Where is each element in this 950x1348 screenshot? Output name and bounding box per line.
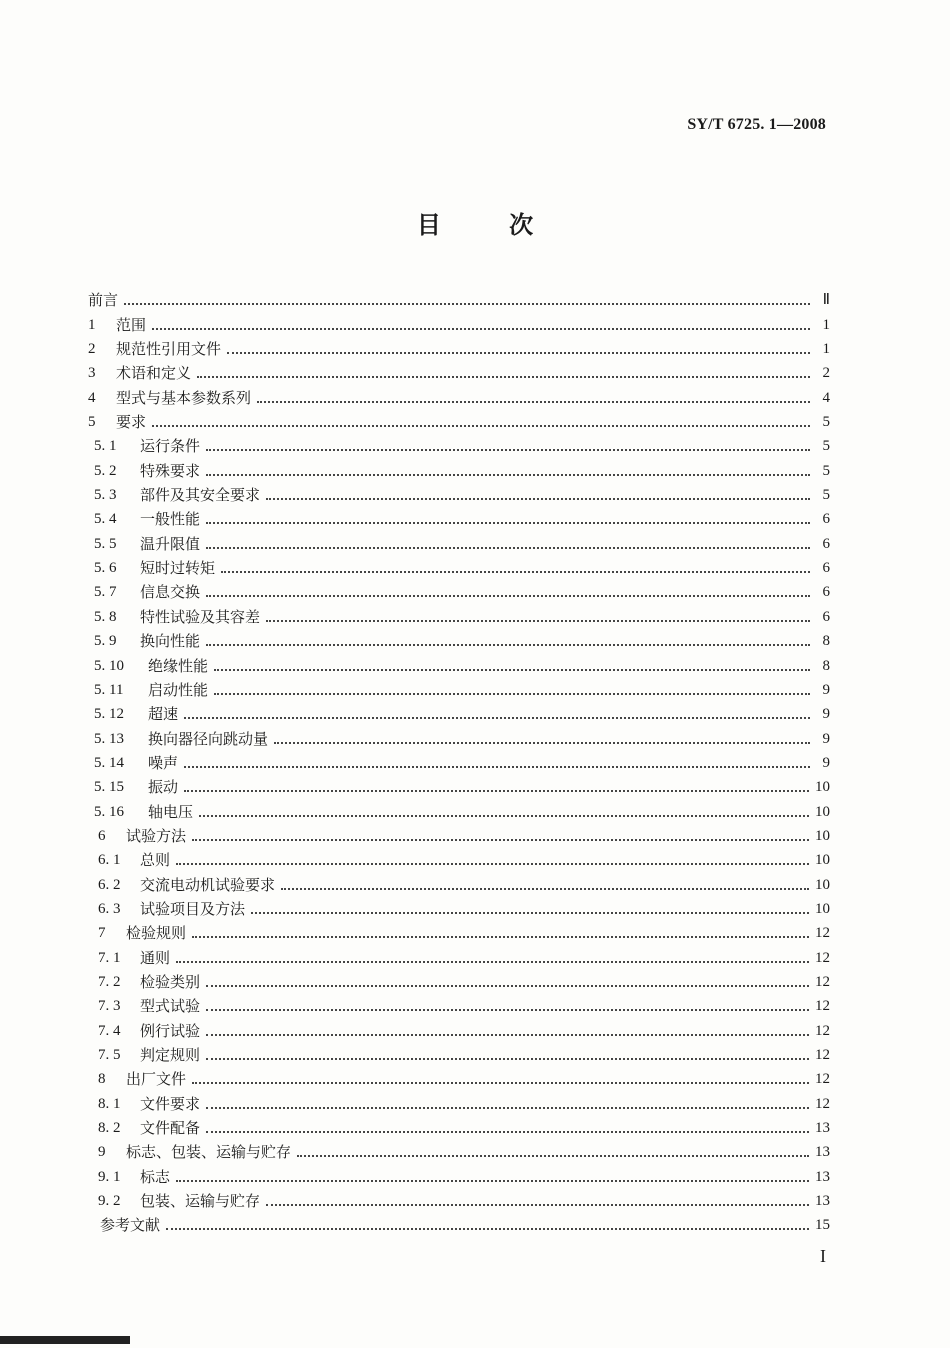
table-of-contents: [88, 286, 830, 1235]
toc-dot-leader: [206, 1058, 809, 1060]
toc-dot-leader: [206, 1107, 809, 1109]
toc-entry-label: [88, 875, 275, 895]
toc-dot-leader: [274, 742, 810, 744]
toc-entry-number: 5. 9: [94, 633, 117, 650]
toc-title-char-2: 次: [509, 211, 534, 239]
toc-dot-leader: [176, 863, 809, 865]
toc-entry[interactable]: [88, 968, 830, 992]
toc-dot-leader: [266, 620, 810, 622]
toc-entry-title: 短时过转矩: [140, 559, 216, 578]
toc-dot-leader: [184, 766, 810, 768]
toc-entry-label: [88, 485, 260, 505]
toc-dot-leader: [152, 328, 810, 330]
toc-entry-number: 5. 10: [94, 657, 124, 674]
toc-entry-page: 12: [815, 1095, 830, 1112]
toc-entry[interactable]: [88, 335, 830, 359]
toc-entry-label: [88, 948, 170, 968]
toc-dot-leader: [166, 1228, 809, 1230]
toc-entry-page: 10: [815, 900, 830, 917]
toc-entry-page: 12: [815, 925, 830, 942]
toc-entry-number: 8. 2: [98, 1120, 121, 1137]
toc-entry-page: 1: [822, 341, 830, 358]
toc-entry-label: [88, 315, 146, 335]
toc-entry-page: 5: [822, 462, 830, 479]
toc-entry-label: [88, 1191, 260, 1211]
toc-entry-label: [88, 1069, 186, 1089]
toc-entry-page: 5: [822, 414, 830, 431]
toc-entry[interactable]: [88, 919, 830, 943]
toc-entry-label: [88, 996, 200, 1016]
toc-entry-label: [88, 461, 200, 481]
toc-entry-title: 试验项目及方法: [140, 899, 246, 918]
toc-entry-number: 7. 3: [98, 998, 121, 1015]
toc-entry-label: [88, 363, 191, 383]
toc-entry-title: 例行试验: [140, 1021, 201, 1040]
toc-entry[interactable]: [88, 773, 830, 797]
toc-entry[interactable]: [88, 749, 830, 773]
toc-entry-title: 运行条件: [140, 437, 201, 456]
toc-entry[interactable]: [88, 432, 830, 456]
toc-entry-page: 9: [822, 681, 830, 698]
toc-dot-leader: [176, 961, 809, 963]
toc-entry-label: [88, 509, 200, 529]
toc-entry-title: 检验规则: [126, 924, 187, 943]
toc-entry-number: 5. 4: [94, 511, 117, 528]
toc-entry-title: 一般性能: [140, 510, 201, 529]
toc-entry-title: 检验类别: [140, 972, 201, 991]
toc-dot-leader: [206, 449, 810, 451]
toc-entry-label: [88, 850, 170, 870]
toc-entry[interactable]: [88, 310, 830, 334]
toc-dot-leader: [152, 425, 810, 427]
toc-entry-label: [88, 729, 268, 749]
toc-entry-label: [88, 1215, 160, 1235]
toc-entry-label: [88, 753, 178, 773]
toc-entry-page: 4: [822, 389, 830, 406]
toc-entry-page: 8: [822, 657, 830, 674]
toc-entry-page: 12: [815, 998, 830, 1015]
toc-entry-title: 噪声: [148, 753, 179, 772]
toc-entry-title: 判定规则: [140, 1046, 201, 1064]
toc-entry-page: 10: [815, 876, 830, 893]
toc-entry-page: 13: [815, 1168, 830, 1185]
toc-entry-number: 9. 2: [98, 1193, 121, 1210]
toc-entry-page: 2: [822, 365, 830, 382]
toc-entry-title: 规范性引用文件: [116, 340, 222, 359]
toc-entry-page: 6: [822, 535, 830, 552]
toc-dot-leader: [206, 547, 810, 549]
toc-entry-page: 12: [815, 1022, 830, 1039]
toc-entry-label: [88, 1021, 200, 1041]
toc-entry-page: Ⅱ: [822, 292, 830, 309]
toc-dot-leader: [192, 839, 809, 841]
toc-entry[interactable]: [88, 846, 830, 870]
toc-entry[interactable]: [88, 1138, 830, 1162]
toc-entry[interactable]: [88, 456, 830, 480]
toc-entry-number: 6. 3: [98, 900, 121, 917]
toc-entry[interactable]: [88, 578, 830, 602]
toc-entry[interactable]: [88, 286, 830, 310]
toc-entry[interactable]: [88, 1114, 830, 1138]
toc-entry-number: 5. 11: [94, 681, 124, 698]
toc-dot-leader: [206, 644, 810, 646]
toc-entry-title: 要求: [116, 413, 147, 432]
toc-entry-page: 6: [822, 511, 830, 528]
toc-entry-title: 文件要求: [140, 1094, 201, 1113]
toc-entry[interactable]: [88, 943, 830, 967]
toc-entry[interactable]: [88, 676, 830, 700]
toc-entry-number: 7: [98, 925, 106, 942]
toc-entry[interactable]: [88, 1016, 830, 1040]
toc-entry-number: 8. 1: [98, 1095, 121, 1112]
toc-entry-number: 4: [88, 389, 96, 406]
toc-entry-title: 换向器径向跳动量: [148, 729, 269, 748]
toc-entry-label: [88, 388, 251, 408]
toc-entry-label: [88, 558, 215, 578]
toc-entry[interactable]: [88, 383, 830, 407]
toc-entry-title: 出厂文件: [126, 1070, 187, 1089]
toc-entry-number: 9: [98, 1144, 106, 1161]
toc-entry[interactable]: [88, 481, 830, 505]
toc-entry-page: 13: [815, 1144, 830, 1161]
toc-entry-page: 10: [815, 827, 830, 844]
toc-title-char-1: 目: [416, 211, 441, 239]
toc-entry-title: 绝缘性能: [148, 656, 209, 675]
toc-entry-page: 12: [815, 1071, 830, 1088]
toc-dot-leader: [184, 790, 809, 792]
toc-entry[interactable]: [88, 700, 830, 724]
toc-entry-label: [88, 802, 193, 822]
toc-dot-leader: [266, 498, 810, 500]
toc-entry-number: 5. 14: [94, 754, 124, 771]
toc-dot-leader: [184, 717, 810, 719]
toc-entry-number: 9. 1: [98, 1168, 121, 1185]
toc-entry[interactable]: [88, 1089, 830, 1113]
toc-dot-leader: [192, 1082, 809, 1084]
toc-entry-number: 5. 16: [94, 803, 124, 820]
toc-entry[interactable]: [88, 408, 830, 432]
toc-entry-label: [88, 607, 260, 627]
toc-entry-number: 8: [98, 1071, 106, 1088]
toc-entry[interactable]: [88, 797, 830, 821]
toc-entry-title: 标志、包装、运输与贮存: [126, 1143, 292, 1162]
toc-dot-leader: [227, 352, 810, 354]
toc-entry-label: [88, 1045, 200, 1065]
toc-entry-title: 部件及其安全要求: [140, 486, 261, 505]
toc-entry-number: 5. 8: [94, 608, 117, 625]
toc-entry-page: 6: [822, 584, 830, 601]
toc-dot-leader: [176, 1180, 809, 1182]
toc-entry-page: 12: [815, 1047, 830, 1063]
toc-entry-page: 10: [815, 779, 830, 796]
toc-entry-page: 13: [815, 1193, 830, 1210]
toc-entry-page: 1: [822, 316, 830, 333]
toc-entry-title: 参考文献: [100, 1216, 161, 1235]
toc-dot-leader: [206, 1034, 809, 1036]
toc-entry-title: 标志: [140, 1167, 171, 1186]
toc-entry-page: 9: [822, 730, 830, 747]
toc-entry-label: [88, 972, 200, 992]
toc-entry-label: [88, 582, 200, 602]
toc-dot-leader: [197, 376, 810, 378]
toc-entry-page: 6: [822, 608, 830, 625]
toc-entry[interactable]: [88, 992, 830, 1016]
toc-entry[interactable]: [88, 724, 830, 748]
toc-entry-title: 文件配备: [140, 1119, 201, 1138]
toc-entry-number: 6. 1: [98, 852, 121, 869]
toc-entry-label: [88, 1167, 170, 1187]
toc-dot-leader: [297, 1155, 809, 1157]
toc-entry-number: 1: [88, 316, 96, 333]
toc-entry-page: 10: [815, 803, 830, 820]
toc-entry-title: 轴电压: [148, 802, 194, 821]
toc-dot-leader: [251, 912, 809, 914]
toc-entry-label: [88, 923, 186, 943]
toc-entry-title: 型式与基本参数系列: [116, 388, 252, 407]
toc-entry-page: 10: [815, 852, 830, 869]
toc-entry-page: 9: [822, 706, 830, 723]
toc-entry-label: [88, 704, 178, 724]
toc-entry-title: 振动: [148, 778, 179, 797]
toc-entry-page: 5: [822, 487, 830, 504]
toc-entry-label: [88, 534, 200, 554]
toc-entry-number: 7. 2: [98, 973, 121, 990]
toc-entry[interactable]: [88, 359, 830, 383]
toc-entry-label: [88, 826, 186, 846]
toc-entry-number: 5. 12: [94, 706, 124, 723]
toc-entry[interactable]: [88, 602, 830, 626]
toc-entry-number: 5. 5: [94, 535, 117, 552]
toc-entry-title: 前言: [88, 291, 119, 310]
toc-dot-leader: [206, 985, 809, 987]
toc-entry-number: 7. 4: [98, 1022, 121, 1039]
toc-entry-number: 5. 2: [94, 462, 117, 479]
toc-dot-leader: [199, 815, 809, 817]
toc-entry-page: 13: [815, 1120, 830, 1137]
toc-entry-title: 换向性能: [140, 632, 201, 651]
toc-entry-title: 启动性能: [148, 680, 209, 699]
toc-entry-title: 术语和定义: [116, 364, 192, 383]
toc-entry-number: 5. 1: [94, 438, 117, 455]
toc-entry[interactable]: [88, 651, 830, 675]
toc-entry-title: 型式试验: [140, 997, 201, 1016]
toc-entry-title: 交流电动机试验要求: [140, 875, 276, 894]
toc-entry-number: 6: [98, 827, 106, 844]
toc-entry-title: 温升限值: [140, 534, 201, 553]
toc-dot-leader: [192, 936, 809, 938]
toc-dot-leader: [257, 401, 810, 403]
toc-entry-label: [88, 412, 146, 432]
toc-entry-number: 5. 15: [94, 779, 124, 796]
toc-entry-label: [88, 1118, 200, 1138]
toc-entry-page: 9: [822, 754, 830, 771]
toc-entry[interactable]: [88, 529, 830, 553]
toc-entry-label: [88, 339, 221, 359]
toc-entry[interactable]: [88, 554, 830, 578]
toc-entry[interactable]: [88, 627, 830, 651]
toc-entry-number: 2: [88, 341, 96, 358]
toc-entry-number: 5. 7: [94, 584, 117, 601]
page-number: I: [820, 1246, 826, 1266]
toc-dot-leader: [206, 595, 810, 597]
toc-entry[interactable]: [88, 822, 830, 846]
toc-entry[interactable]: [88, 1162, 830, 1186]
toc-entry[interactable]: [88, 505, 830, 529]
toc-entry[interactable]: [88, 1041, 830, 1065]
toc-entry-label: [88, 436, 200, 456]
toc-entry-label: [88, 1094, 200, 1114]
toc-entry-label: [88, 899, 245, 919]
toc-entry-title: 信息交换: [140, 583, 201, 602]
standard-code: SY/T 6725. 1—2008: [687, 116, 826, 133]
toc-dot-leader: [206, 1009, 809, 1011]
toc-entry-number: 3: [88, 365, 96, 382]
toc-entry-label: [88, 631, 200, 651]
toc-entry[interactable]: [88, 1187, 830, 1211]
toc-entry[interactable]: [88, 1065, 830, 1089]
toc-entry-label: [88, 680, 208, 700]
toc-dot-leader: [221, 571, 810, 573]
toc-entry-page: 6: [822, 560, 830, 577]
toc-entry-label: [88, 1142, 291, 1162]
toc-entry-page: 8: [822, 633, 830, 650]
toc-entry-title: 试验方法: [126, 826, 187, 845]
toc-entry-number: 5. 6: [94, 560, 117, 577]
toc-entry[interactable]: [88, 895, 830, 919]
scan-artifact: [0, 1336, 130, 1344]
toc-dot-leader: [281, 888, 809, 890]
toc-entry-title: 特殊要求: [140, 461, 201, 480]
toc-dot-leader: [214, 669, 810, 671]
toc-entry-title: 包装、运输与贮存: [140, 1192, 261, 1211]
toc-entry-page: 5: [822, 438, 830, 455]
toc-entry-page: 12: [815, 973, 830, 990]
toc-entry-number: 5. 3: [94, 487, 117, 504]
toc-entry-title: 特性试验及其容差: [140, 607, 261, 626]
toc-entry-title: 总则: [140, 851, 171, 870]
toc-title: [0, 205, 950, 240]
toc-entry-label: [88, 290, 118, 310]
toc-entry[interactable]: [88, 1211, 830, 1235]
toc-entry-label: [88, 656, 208, 676]
toc-entry[interactable]: [88, 870, 830, 894]
toc-entry-number: 6. 2: [98, 876, 121, 893]
toc-dot-leader: [214, 693, 810, 695]
toc-dot-leader: [124, 303, 810, 305]
toc-entry-number: 7. 1: [98, 949, 121, 966]
toc-entry-title: 超速: [148, 705, 179, 724]
toc-entry-number: 7. 5: [98, 1047, 121, 1063]
toc-entry-label: [88, 777, 178, 797]
toc-dot-leader: [266, 1204, 809, 1206]
toc-dot-leader: [206, 522, 810, 524]
toc-entry-title: 范围: [116, 315, 147, 334]
toc-dot-leader: [206, 474, 810, 476]
toc-entry-title: 通则: [140, 948, 171, 967]
toc-entry-number: 5. 13: [94, 730, 124, 747]
toc-dot-leader: [206, 1131, 809, 1133]
toc-entry-page: 15: [815, 1217, 830, 1234]
toc-entry-page: 12: [815, 949, 830, 966]
toc-entry-number: 5: [88, 414, 96, 431]
